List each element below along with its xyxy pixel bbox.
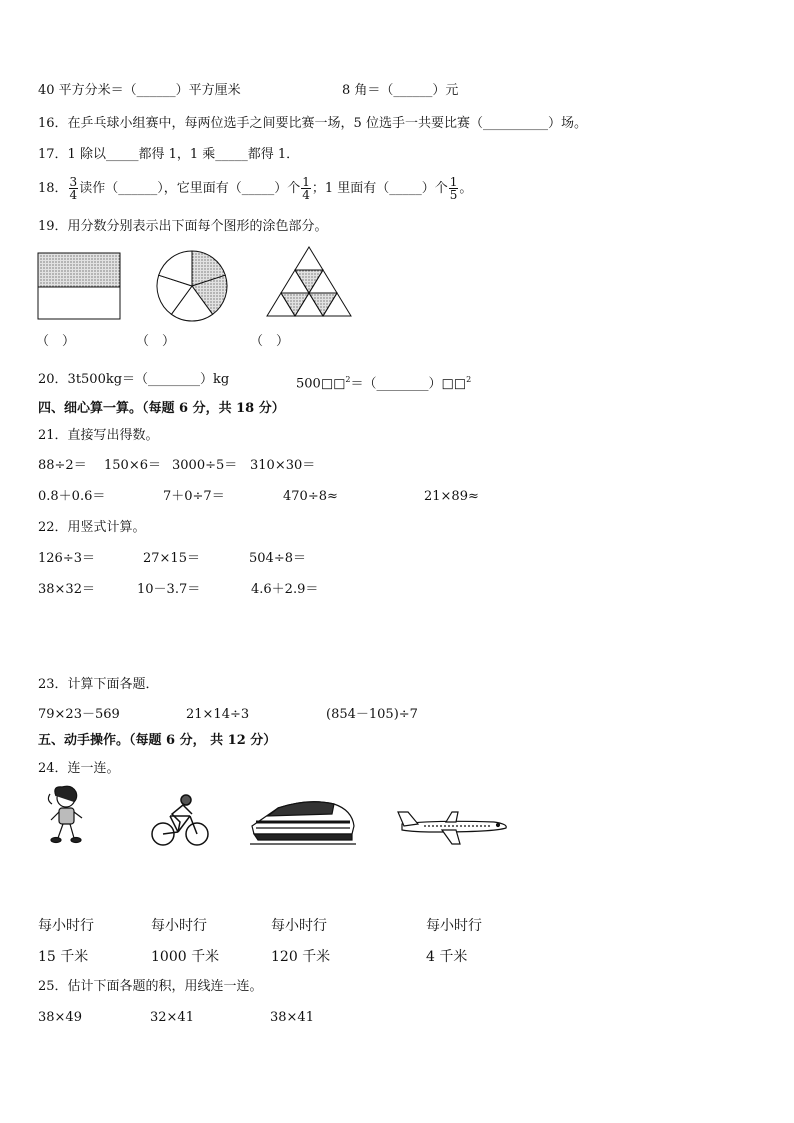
q22-item: 504÷8＝ [249,551,306,566]
q15-right: 8 角＝（______）元 [342,83,459,98]
q21-item: 3000÷5＝ [172,458,238,473]
q22-item: 126÷3＝ [38,551,95,566]
q19-answer-1: （ ） [36,334,76,349]
q21-item: 21×89≈ [424,489,479,504]
q20-right: 500□□$^2$＝（________）□□$^2$ [296,375,472,392]
q19-text: 19．用分数分别表示出下面每个图形的涂色部分。 [38,219,328,234]
q24-label: 每小时行 [426,918,482,934]
q25-item: 32×41 [150,1010,194,1025]
fraction-1-5: $\frac{1}{5}$ [449,175,458,202]
q21-item: 310×30＝ [250,458,316,473]
q24-label: 每小时行 [151,918,207,934]
section-4-heading: 四、细心算一算。（每题 6 分，共 18 分） [38,401,285,416]
q19-answer-3: （ ） [250,334,290,349]
q18-line [38,174,472,204]
q24-label: 每小时行 [271,918,327,934]
q25-item: 38×49 [38,1010,82,1025]
q24-speed: 120 千米 [271,949,331,965]
q23-text: 23．计算下面各题． [38,677,159,692]
q21-item: 7＋0÷7＝ [163,489,225,504]
shaded-rectangle-figure [37,252,123,322]
q24-speed: 1000 千米 [151,949,220,965]
fraction-3-4: $\frac{3}{4}$ [69,175,78,202]
q20-left: 20．3t500kg＝（________）kg [38,372,230,387]
q18-mid1: 读作（______），它里面有（_____）个 [79,181,301,196]
q25-item: 38×41 [270,1010,314,1025]
q23-item: 21×14÷3 [186,707,250,722]
section-5-heading: 五、动手操作。（每题 6 分， 共 12 分） [38,733,277,748]
airplane-icon [394,806,510,846]
shaded-triangle-figure [266,246,352,318]
q24-speed: 4 千米 [426,949,468,965]
walking-child-icon [44,784,92,846]
cyclist-icon [150,792,210,848]
q18-suffix: 。 [459,181,473,196]
q15-left: 40 平方分米＝（______）平方厘米 [38,83,241,98]
q18-prefix: 18． [38,181,68,196]
q24-label: 每小时行 [38,918,94,934]
train-icon [248,796,358,848]
q16-text: 16．在乒乓球小组赛中，每两位选手之间要比赛一场，5 位选手一共要比赛（__________）场。 [38,116,587,131]
shaded-circle-figure [154,248,230,324]
q18-mid2: ；1 里面有（_____）个 [311,181,448,196]
q25-text: 25．估计下面各题的积，用线连一连。 [38,979,263,994]
fraction-1-4: $\frac{1}{4}$ [302,175,310,202]
q22-item: 10－3.7＝ [137,582,201,597]
q21-item: 88÷2＝ [38,458,87,473]
q21-item: 0.8＋0.6＝ [38,489,106,504]
q19-answer-2: （ ） [136,334,176,349]
q24-text: 24．连一连。 [38,761,120,776]
q21-text: 21．直接写出得数。 [38,428,159,443]
q21-item: 150×6＝ [104,458,161,473]
q23-item: 79×23－569 [38,707,120,722]
q24-speed: 15 千米 [38,949,89,965]
q23-item: (854－105)÷7 [326,707,418,722]
q22-item: 27×15＝ [143,551,200,566]
q22-item: 38×32＝ [38,582,95,597]
q21-item: 470÷8≈ [283,489,338,504]
q22-item: 4.6＋2.9＝ [251,582,319,597]
q17-text: 17．1 除以_____都得 1，1 乘_____都得 1． [38,147,300,162]
q22-text: 22．用竖式计算。 [38,520,146,535]
